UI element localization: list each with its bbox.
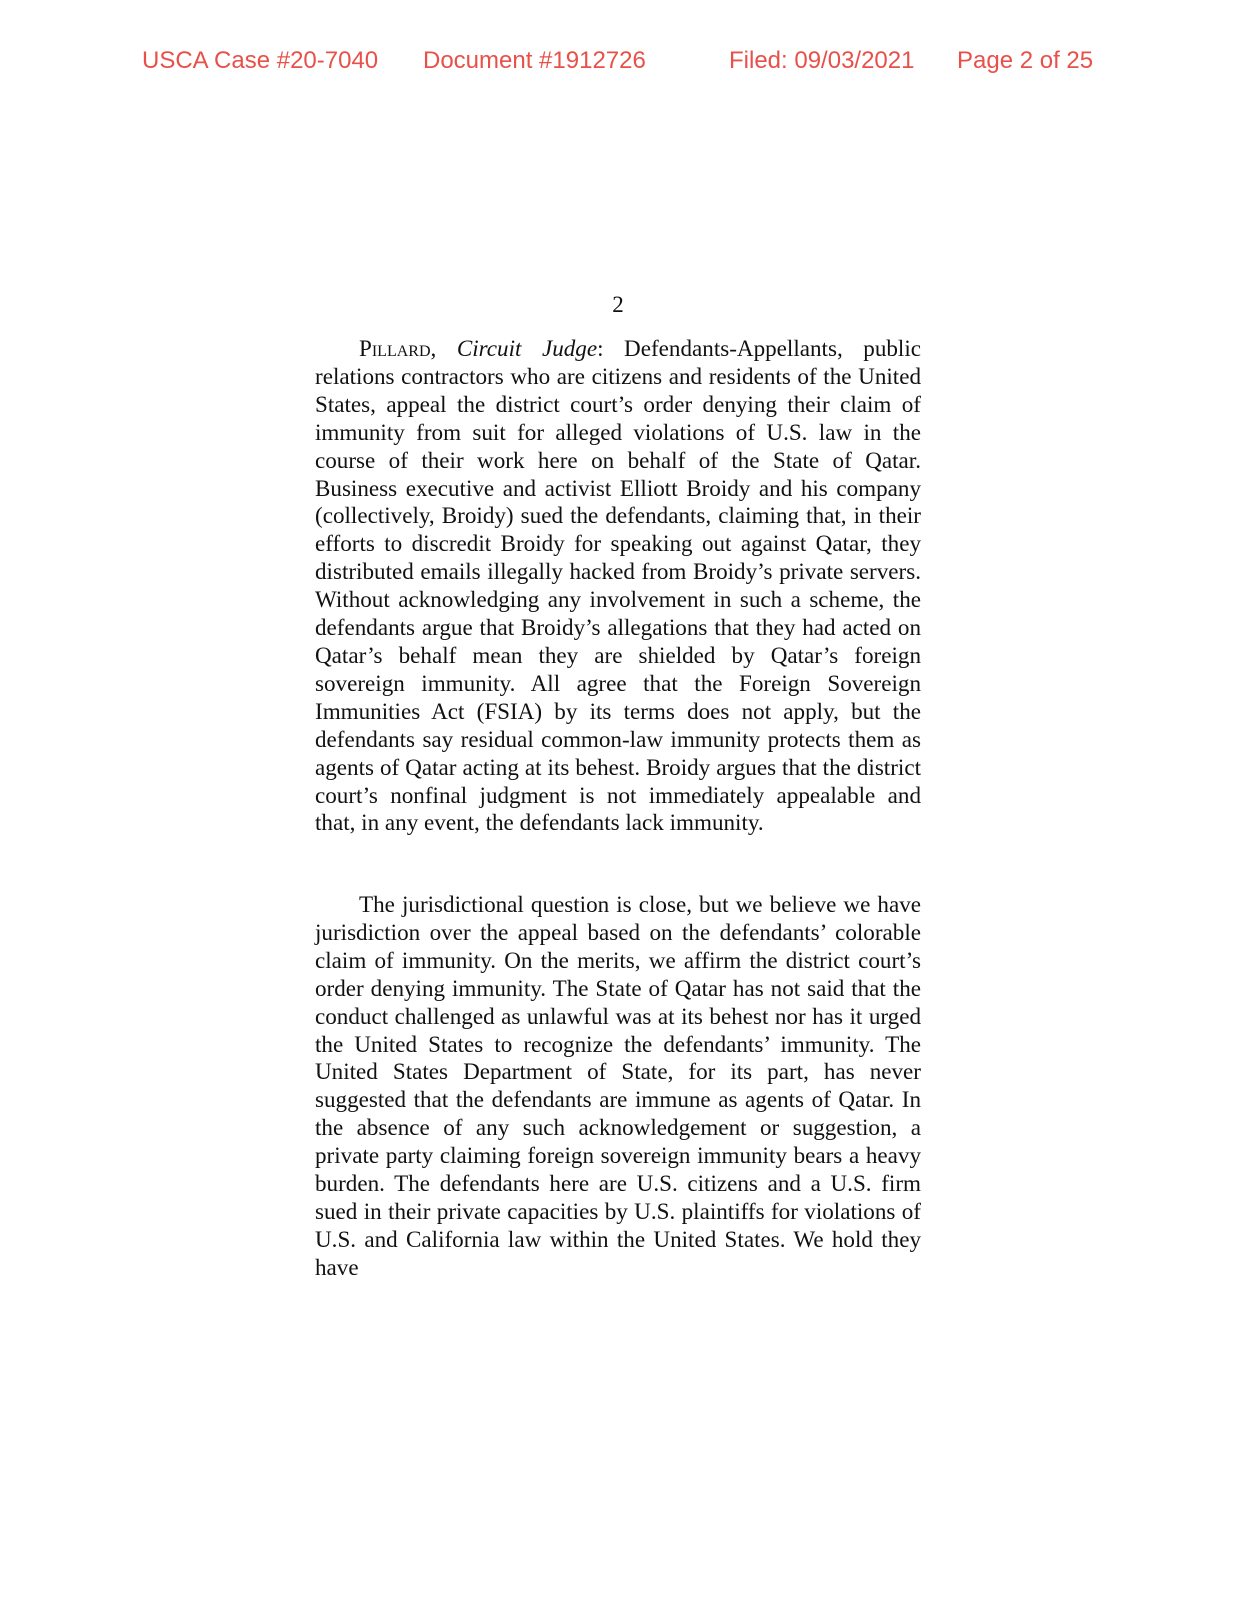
filed-date: Filed: 09/03/2021 <box>729 47 915 74</box>
paragraph-text: Defendants-Appellants, public relations contractors who are citizens and residents of the United States, appeal the district court’s order denying their claim of immunity from suit for alleged violations of U.S. law in the course of their work here on behalf of the State of Qatar. Business executive and activist Elliott Broidy and his company (collectively, Broidy) sued the defendants, claiming that, in their efforts to discredit Broidy for speaking out against Qatar, they distributed emails illegally hacked from Broidy’s private servers. Without acknowledging any involvement in such a scheme, the defendants argue that Broidy’s allegations that they had acted on Qatar’s behalf mean they are shielded by Qatar’s foreign sovereign immunity. All agree that the Foreign Sovereign Immunities Act (FSIA) by its terms does not apply, but the defendants say residual common-law immunity protects them as agents of Qatar acting at its behest. Broidy argues that the district court’s nonfinal judgment is not immediately appealable and that, in any event, the defendants lack immunity. <box>315 335 922 836</box>
title-colon: : <box>597 335 604 361</box>
case-number: USCA Case #20-7040 <box>142 47 379 74</box>
page-count: Page 2 of 25 <box>957 47 1094 74</box>
opinion-paragraph <box>315 891 921 1282</box>
opinion-paragraph: Pillard, Circuit Judge: Defendants-Appellants, public relations contractors who are citizens and residents of the United States, appeal the district court’s order denying their claim of immunity from suit for alleged violations of U.S. law in the course of their work here on behalf of the State of Qatar. Business executive and activist Elliott Broidy and his company (collectively, Broidy) sued the defendants, claiming that, in their efforts to discredit Broidy for speaking out against Qatar, they distributed emails illegally hacked from Broidy’s private servers. Without acknowledging any involvement in such a scheme, the defendants argue that Broidy’s allegations that they had acted on Qatar’s behalf mean they are shielded by Qatar’s foreign sovereign immunity. All agree that the Foreign Sovereign Immunities Act (FSIA) by its terms does not apply, but the defendants say residual common-law immunity protects them as agents of Qatar acting at its behest. Broidy argues that the district court’s nonfinal judgment is not immediately appealable and that, in any event, the defendants lack immunity. <box>315 335 922 836</box>
judge-title: Circuit Judge <box>456 335 598 361</box>
judge-name: Pillard <box>359 335 431 361</box>
document-number: Document #1912726 <box>423 47 646 74</box>
paragraph-text: The jurisdictional question is close, but we believe we have jurisdiction over the appeal based on the defendants’ colorable claim of immunity. On the merits, we affirm the district court’s order denying immunity. The State of Qatar has not said that the conduct challenged as unlawful was at its behest nor has it urged the United States to recognize the defendants’ immunity. The United States Department of State, for its part, has never suggested that the defendants are immune as agents of Qatar. In the absence of any such acknowledgement or suggestion, a private party claiming foreign sovereign immunity bears a heavy burden. The defendants here are U.S. citizens and a U.S. firm sued in their private capacities by U.S. plaintiffs for violations of U.S. and California law within the United States. We hold they have <box>315 891 921 1280</box>
page-number: 2 <box>612 292 624 317</box>
